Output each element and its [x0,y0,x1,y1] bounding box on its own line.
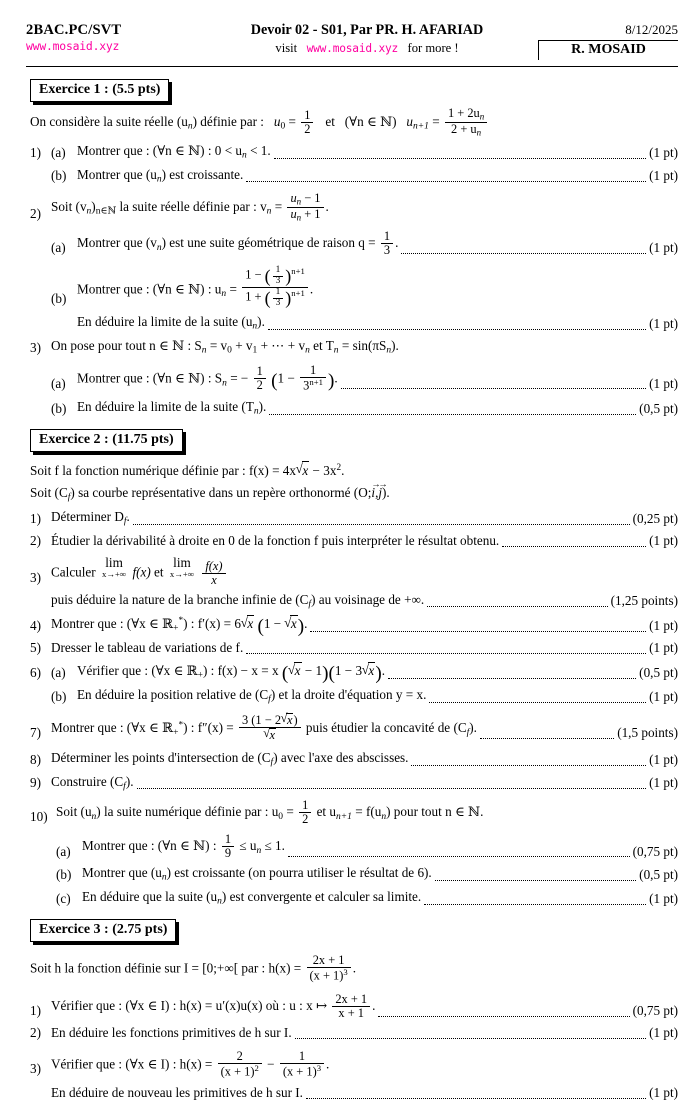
ex2-q3-line1: 3) Calculer lim x→+∞ f(x) et lim x→+∞ $\frac{f(x)}{x}$ [30,556,678,586]
header-divider [26,66,678,67]
leader-dots [306,1098,646,1099]
exercise-2-title: Exercice 2 : (11.75 pts) [30,429,183,452]
ex1-u0-fraction: $\frac{1}{2}$ [301,109,313,136]
ex2-q3-line2-text: puis déduire la nature de la branche infinie de (C [51,591,309,607]
ex3-h-fraction: $\frac{2x + 1}{(x + 1)^3}$ [307,954,351,983]
ex1-q3a-label: (a) [51,375,66,391]
exercise-2-heading [30,429,700,452]
ex2-q7-number: 7) [30,724,41,740]
ex1-q2b-points: (1 pt) [649,316,678,332]
leader-dots [378,1016,629,1017]
ex3-q2 [30,1025,678,1042]
leader-dots [427,606,607,607]
ex2-q6a: 6) (a) Vérifier que : (∀x ∈ ℝ$_+$) : f(x) − x = x ( √ x − 1)(1 − 3 √ x). (0,5 pt) [30,662,678,682]
exercise-3-body [30,954,678,1102]
ex1-q2b: (b) Montrer que : (∀n ∈ ℕ) : $u_n$ = 1 − ( $\frac{1}{3}$ )$^{n+1}$ 1 + ( $\frac{1}{3}$ )$^{n+1}$ . [51,265,314,308]
ex1-q1b-text: Montrer que (u [77,166,157,182]
exercise-3-heading [30,919,700,942]
ex2-q4: 4) Montrer que : (∀x ∈ ℝ$_+$*) : f′(x) = 6 √ x (1 − √ x). (1 pt) [30,615,678,635]
ex1-q3b-label: (b) [51,401,67,417]
ex1-q1b-points: (1 pt) [649,168,678,184]
ex1-q2a-points: (1 pt) [649,240,678,256]
ex2-q7-fraction: 3 (1 − 2 √ x) √ x [239,713,301,742]
leader-dots [429,702,646,703]
document-title: Devoir 02 - S01, Par PR. H. AFARIAD [250,22,484,38]
header-right [538,22,678,60]
ex3-q3-fraction-1: $\frac{2}{(x + 1)^2}$ [218,1050,262,1079]
ex2-q9: 9) Construire $(C_f)$. (1 pt) [30,773,678,792]
ex1-u0-symbol: u [273,114,281,130]
ex2-q2-text: Étudier la dérivabilité à droite en 0 de la fonction f puis interpréter le résultat obtenu. [51,533,500,549]
exercise-1-body [30,107,678,418]
ex2-q10a: (a) Montrer que : (∀n ∈ ℕ) : $\frac{1}{9}$ ≤ $u_n \le 1$. (0,75 pt) [56,832,678,861]
ex1-q3-text: On pose pour tout n ∈ ℕ : S [51,338,202,354]
ex3-q2-text: En déduire les fonctions primitives de h sur I. [51,1024,292,1040]
ex2-q5 [30,640,678,657]
leader-dots [288,856,630,857]
ex3-q1-text: Vérifier que : (∀x ∈ I) : h(x) = u′(x)u(x) où : u : x ↦ [51,997,328,1013]
document-header [26,22,678,60]
ex2-q10a-fraction: $\frac{1}{9}$ [222,833,234,860]
ex2-q3-points: (1,25 points) [610,593,678,609]
visit-line [196,41,538,56]
ex2-q3-line2: puis déduire la nature de la branche infinie de $(C_f)$ au voisinage de +∞. (1,25 points) [51,591,678,610]
ex1-sn-half-fraction: $\frac{1}{2}$ [254,365,266,392]
ex2-q6b-points: (1 pt) [649,688,678,704]
ex1-q2b-text: Montrer que : (∀n ∈ ℕ) : u [77,281,222,297]
ex1-q1a: 1) (a) Montrer que : (∀n ∈ ℕ) : $0 < u_n < 1$. (1 pt) [30,142,678,161]
ex2-q6a-label: (a) [51,664,66,680]
ex1-un-closedform-fraction: 1 − ( $\frac{1}{3}$ )$^{n+1}$ 1 + ( $\frac{1}{3}$ )$^{n+1}$ [242,266,308,308]
ex2-intro1-text: Soit f la fonction numérique définie par : f(x) = 4x [30,463,296,479]
leader-dots [480,738,614,739]
ex2-q9-points: (1 pt) [649,775,678,791]
ex1-q3b: (b) En déduire la limite de la suite $(T_n)$. (0,5 pt) [51,399,678,418]
ex2-intro2-text: Soit (C [30,485,68,501]
leader-dots [502,546,646,547]
ex1-q-ratio-fraction: $\frac{1}{3}$ [381,230,393,257]
ex3-q3-line2 [30,1085,678,1102]
ex3-q2-number: 2) [30,1024,41,1040]
ex1-q3: 3) On pose pour tout n ∈ ℕ : $S_n = v_0 + v_1$ + ⋯ + $v_n$ et $T_n = \sin(\pi S_n)$. [30,338,399,356]
ex2-q1: 1) Déterminer $D_f$. (0,25 pt) [30,509,678,528]
ex1-q2b-label: (b) [51,291,67,307]
document-date: 8/12/2025 [625,22,678,37]
leader-dots [274,158,646,159]
ex2-q10c: (c) En déduire que la suite $(u_n)$ est convergente et calculer sa limite. (1 pt) [56,889,678,907]
ex2-q2-points: (1 pt) [649,533,678,549]
ex3-q1: 1) Vérifier que : (∀x ∈ I) : h(x) = u′(x)u(x) où : u : x ↦ $\frac{2x + 1}{x + 1}$ . (0,75 pt) [30,991,678,1020]
ex2-q3-fraction: $\frac{f(x)}{x}$ [202,560,225,587]
ex2-q10a-label: (a) [56,843,71,859]
ex1-sn-inner-fraction: $\frac{1}{3^{n+1}}$ [300,364,326,393]
ex3-q1-points: (0,75 pt) [632,1002,678,1018]
leader-dots [411,765,646,766]
ex2-q10c-label: (c) [56,891,71,907]
ex1-q3b-points: (0,5 pt) [639,401,678,417]
teacher-name: R. MOSAID [538,40,678,60]
ex2-q10b-label: (b) [56,867,72,883]
ex1-recurrence-fraction: $\frac{1 + 2u_n}{2 + u_n}$ [445,107,487,138]
ex3-q1-number: 1) [30,1002,41,1018]
leader-dots [246,653,646,654]
ex3-q3-line2-text: En déduire de nouveau les primitives de h sur I. [51,1085,303,1101]
ex2-q10b-text: Montrer que (u [82,865,162,881]
ex2-q7: 7) Montrer que : (∀x ∈ ℝ$_+$*) : f″(x) = 3 (1 − 2 √ x) √ x puis étudier la concavité de $(C_f)$. (1,5 points) [30,713,678,742]
ex2-q1-number: 1) [30,511,41,527]
ex3-u-fraction: $\frac{2x + 1}{x + 1}$ [332,993,370,1020]
ex2-q3-limit-2: lim x→+∞ [169,555,195,580]
header-left [26,22,196,53]
ex3-intro-text: Soit h la fonction définie sur I = [0;+∞[ par : h(x) = [30,960,302,976]
leader-dots [388,678,636,679]
ex2-q5-points: (1 pt) [649,640,678,656]
leader-dots [269,414,636,415]
ex2-q6a-points: (0,5 pt) [639,664,678,680]
ex1-q1a-label: (a) [51,144,66,160]
ex2-q10c-points: (1 pt) [649,891,678,907]
ex2-q1-points: (0,25 pt) [632,511,678,527]
ex2-q8: 8) Déterminer les points d'intersection de $(C_f)$ avec l'axe des abscisses. (1 pt) [30,749,678,768]
ex1-q2b-deduce-text: En déduire la limite de la suite (u [77,314,253,330]
ex1-q1b: (b) Montrer que $(u_n)$ est croissante. (1 pt) [51,166,678,185]
leader-dots [424,904,646,905]
leader-dots [310,631,646,632]
ex1-q1-number: 1) [30,144,41,160]
leader-dots [295,1038,646,1039]
leader-dots [268,329,646,330]
exercise-1-heading [30,79,700,102]
ex2-q2 [30,533,678,550]
ex2-q10b: (b) Montrer que $(u_n)$ est croissante (on pourra utiliser le résultat de 6). (0,5 pt) [56,865,678,884]
ex2-q8-text: Déterminer les points d'intersection de (C [51,749,271,765]
leader-dots [246,181,646,182]
ex1-q1b-label: (b) [51,168,67,184]
ex3-q3-points: (1 pt) [649,1085,678,1101]
ex3-q3-number: 3) [30,1061,41,1077]
ex2-q5-number: 5) [30,640,41,656]
ex1-forall: (∀n ∈ ℕ) [344,114,397,130]
exercise-2-body [30,461,678,908]
ex2-q7-points: (1,5 points) [617,724,678,740]
ex3-q3: 3) Vérifier que : (∀x ∈ I) : h(x) = $\frac{2}{(x + 1)^2}$ − $\frac{1}{(x + 1)^3}$ . [30,1048,330,1079]
ex2-q2-number: 2) [30,533,41,549]
leader-dots [341,388,646,389]
ex2-q10a-text: Montrer que : (∀n ∈ ℕ) : [82,838,217,854]
ex3-intro: Soit h la fonction définie sur I = [0;+∞[ par : h(x) = $\frac{2x + 1}{(x + 1)^3}$ . [30,953,356,983]
ex2-q4-text: Montrer que : (∀x ∈ ℝ [51,616,174,632]
ex3-q3-fraction-2: $\frac{1}{(x + 1)^3}$ [280,1050,324,1079]
ex2-q10-number: 10) [30,809,48,825]
ex2-q10: 10) Soit $(u_n)$ la suite numérique définie par : $u_0$ = $\frac{1}{2}$ et $u_{n+1} = f(u_n)$ pour tout n ∈ ℕ. [30,798,484,827]
ex1-q2-text: Soit (v [51,199,87,215]
ex2-q4-points: (1 pt) [649,618,678,634]
ex2-q10-text: Soit (u [56,804,92,820]
ex1-q1a-points: (1 pt) [649,144,678,160]
visit-suffix: for more ! [407,41,459,55]
leader-dots [435,880,636,881]
ex2-q8-points: (1 pt) [649,751,678,767]
ex1-q3b-text: En déduire la limite de la suite (T [77,399,254,415]
exercise-1-title: Exercice 1 : (5.5 pts) [30,79,169,102]
ex2-q8-number: 8) [30,751,41,767]
ex2-q10-u0-fraction: $\frac{1}{2}$ [299,799,311,826]
ex2-q4-number: 4) [30,618,41,634]
ex2-q6b-text: En déduire la position relative de (C [77,686,269,702]
ex2-q3-text: Calculer [51,564,96,580]
class-label: 2BAC.PC/SVT [26,22,122,38]
ex1-q3-number: 3) [30,340,41,356]
ex1-q2a-text: Montrer que (v [77,235,157,251]
ex2-q3-limit-1: lim x→+∞ [101,555,127,580]
visit-url-link[interactable]: www.mosaid.xyz [306,42,399,55]
ex1-vn-fraction: $\frac{u_n - 1}{u_n + 1}$ [287,192,323,223]
ex1-q2: 2) Soit $(v_n)_{n\in ℕ}$ la suite réelle définie par : $v_n$ = $\frac{u_n - 1}{u_n + 1}$ . [30,191,329,223]
ex2-q6b: (b) En déduire la position relative de $(C_f)$ et la droite d'équation y = x. (1 pt) [51,686,678,705]
exam-page [0,22,700,1101]
visit-prefix: visit [275,41,298,55]
ex1-q2a-label: (a) [51,240,66,256]
site-url-link[interactable]: www.mosaid.xyz [26,39,120,53]
ex2-q10b-points: (0,5 pt) [639,867,678,883]
ex2-intro-2: Soit $(C_f)$ sa courbe représentative dans un repère orthonormé (O;i →,j →). [30,484,678,504]
ex3-q3-text: Vérifier que : (∀x ∈ I) : h(x) = [51,1056,213,1072]
ex2-q5-text: Dresser le tableau de variations de f. [51,640,244,656]
ex2-q9-number: 9) [30,775,41,791]
ex1-q3a-points: (1 pt) [649,375,678,391]
ex1-q3a: (a) Montrer que : (∀n ∈ ℕ) : $S_n$ = − $\frac{1}{2}$ (1 − $\frac{1}{3^{n+1}}$ ). (1 pt) [51,362,678,393]
leader-dots [137,788,647,789]
ex3-q2-points: (1 pt) [649,1024,678,1040]
ex2-q10a-points: (0,75 pt) [632,843,678,859]
ex1-intro-a: On considère la suite réelle (u [30,114,188,130]
ex1-q2b-deduce: En déduire la limite de la suite $(u_n)$. (1 pt) [77,314,678,332]
leader-dots [133,524,630,525]
ex1-intro-b: ) définie par : [192,114,264,130]
ex2-q6a-text: Vérifier que : (∀x ∈ ℝ [77,663,198,679]
ex1-q3a-text: Montrer que : (∀n ∈ ℕ) : S [77,370,223,386]
leader-dots [401,253,646,254]
ex1-intro: On considère la suite réelle $(u_n)$ définie par : $u_0$ = $\frac{1}{2}$ et (∀n ∈ ℕ) $u_{n+1}$ = $\frac{1 + 2u_n}{2 + u_n}$ [30,107,678,138]
ex2-intro-1: Soit f la fonction numérique définie par : f(x) = 4x √ $x - 3x^2$. [30,461,678,479]
ex2-q9-text: Construire (C [51,773,124,789]
ex2-q3-number: 3) [30,569,41,585]
ex1-q2a: (a) Montrer que $(v_n)$ est une suite géométrique de raison q = $\frac{1}{3}$ . (1 pt) [51,229,678,258]
ex2-q1-text: Déterminer D [51,509,124,525]
ex2-q7-text: Montrer que : (∀x ∈ ℝ [51,719,174,735]
header-center [196,22,538,56]
ex2-q6b-label: (b) [51,688,67,704]
exercise-3-title: Exercice 3 : (2.75 pts) [30,919,176,942]
ex1-q1a-text: Montrer que : (∀n ∈ ℕ) : 0 < u [77,142,243,158]
ex1-q2-number: 2) [30,206,41,222]
ex2-q10c-text: En déduire que la suite (u [82,889,218,905]
ex1-et: et [325,114,335,130]
ex2-q6-number: 6) [30,664,41,680]
